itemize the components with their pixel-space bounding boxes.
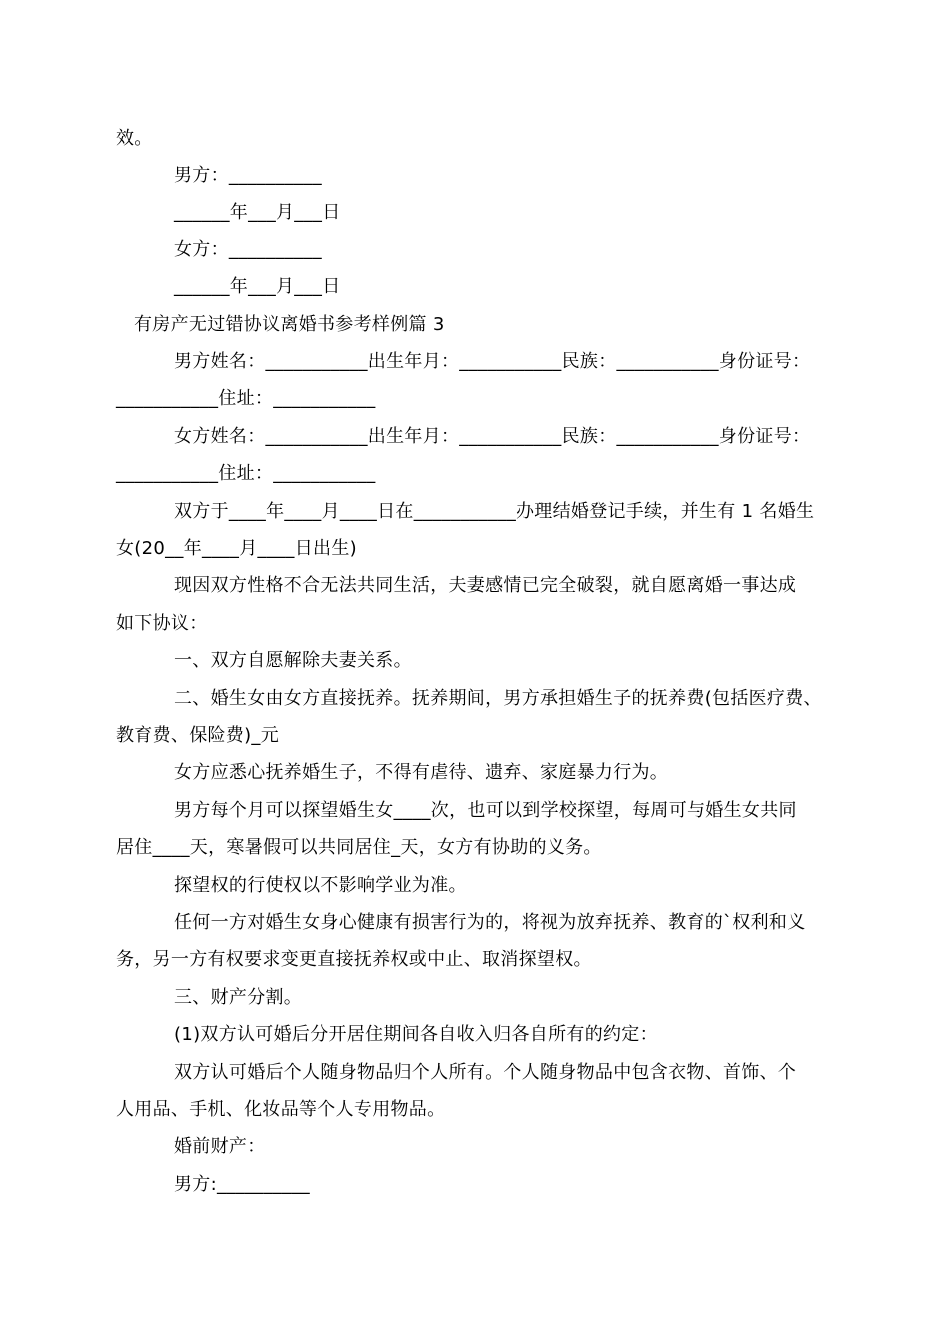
text-line: 女方姓名：___________出生年月：___________民族：___________身份证号： [174, 426, 811, 447]
text-line: 现因双方性格不合无法共同生活，夫妻感情已完全破裂，就自愿离婚一事达成 [174, 575, 797, 596]
clause-heading: 二、婚生女由女方直接抚养。抚养期间，男方承担婚生子的抚养费(包括医疗费、 [174, 688, 822, 709]
text-line: 任何一方对婚生女身心健康有损害行为的，将视为放弃抚养、教育的`权利和义 [174, 912, 806, 933]
signature-line-male: 男方：__________ [174, 165, 322, 186]
text-line: 如下协议： [116, 613, 208, 634]
text-line: 效。 [116, 128, 153, 149]
clause-heading: 一、双方自愿解除夫妻关系。 [174, 650, 412, 671]
text-line: 女(20__年____月____日出生) [116, 538, 357, 559]
clause-heading: 三、财产分割。 [174, 987, 303, 1008]
text-line: 男方姓名：___________出生年月：___________民族：___________身份证号： [174, 351, 811, 372]
text-line: 双方认可婚后个人随身物品归个人所有。个人随身物品中包含衣物、首饰、个 [174, 1062, 797, 1083]
text-line: 居住____天，寒暑假可以共同居住_天，女方有协助的义务。 [116, 837, 602, 858]
signature-line-female: 女方：__________ [174, 239, 322, 260]
text-line: 人用品、手机、化妆品等个人专用物品。 [116, 1099, 446, 1120]
text-line: 婚前财产： [174, 1136, 266, 1157]
signature-line-male: 男方:__________ [174, 1174, 310, 1195]
date-line: ______年___月___日 [174, 276, 341, 297]
text-line: ___________住址：___________ [116, 463, 376, 484]
text-line: ___________住址：___________ [116, 388, 376, 409]
text-line: 双方于____年____月____日在___________办理结婚登记手续，并生有 1 名婚生 [174, 501, 815, 522]
text-line: 女方应悉心抚养婚生子，不得有虐待、遗弃、家庭暴力行为。 [174, 762, 669, 783]
text-line: (1)双方认可婚后分开居住期间各自收入归各自所有的约定： [174, 1024, 658, 1045]
text-line: 探望权的行使权以不影响学业为准。 [174, 875, 467, 896]
text-line: 男方每个月可以探望婚生女____次，也可以到学校探望，每周可与婚生女共同 [174, 800, 797, 821]
section-title: 有房产无过错协议离婚书参考样例篇 3 [134, 314, 445, 335]
date-line: ______年___月___日 [174, 202, 341, 223]
text-line: 教育费、保险费)_元 [116, 725, 280, 746]
text-line: 务，另一方有权要求变更直接抚养权或中止、取消探望权。 [116, 949, 592, 970]
